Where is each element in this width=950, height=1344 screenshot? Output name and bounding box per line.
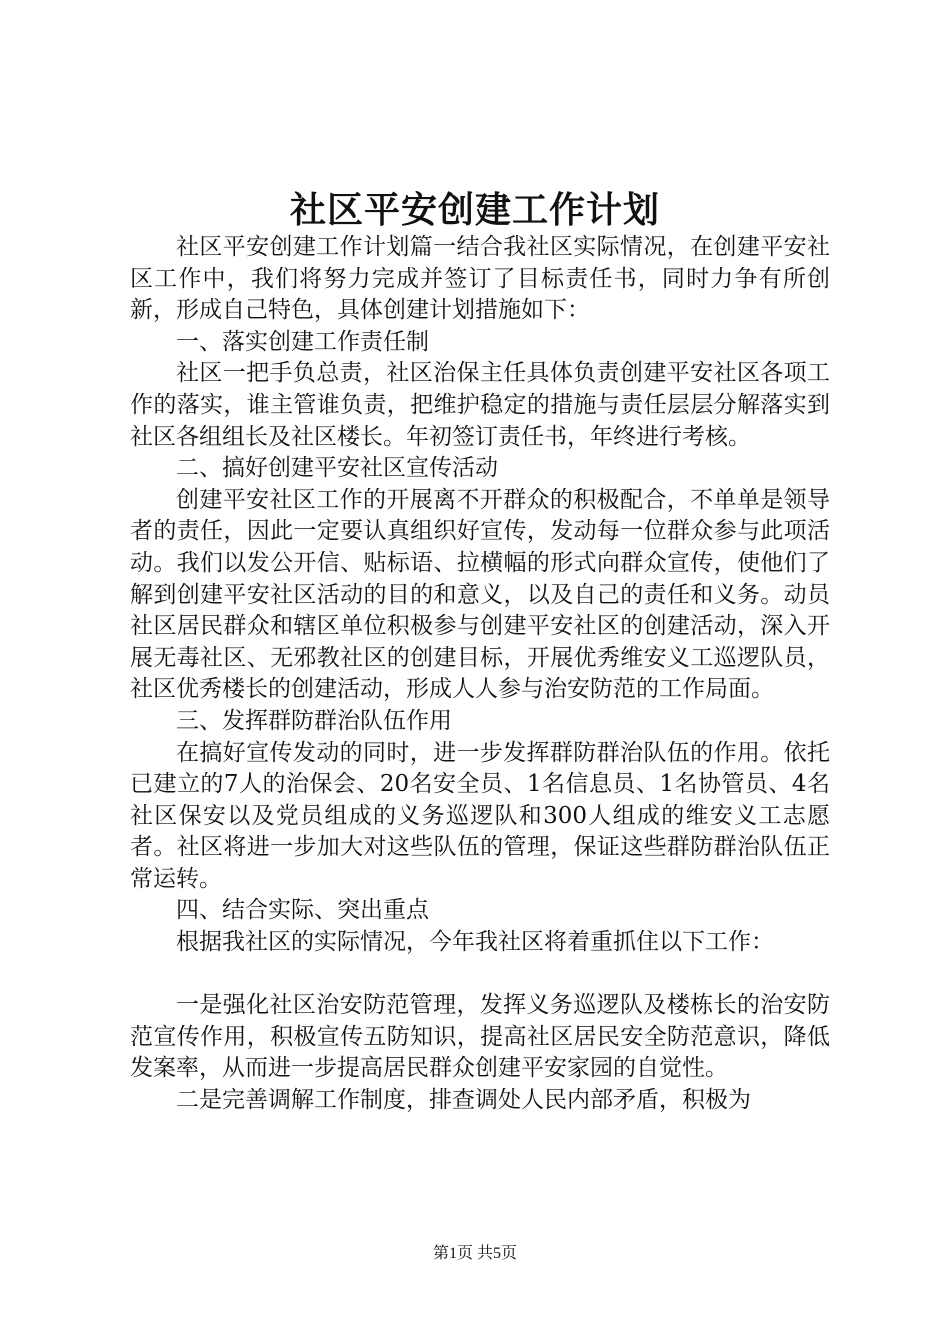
work-item-1: 一是强化社区治安防范管理，发挥义务巡逻队及楼栋长的治安防范宣传作用，积极宣传五防知识，提高社区居民安全防范意识，降低发案率，从而进一步提高居民群众创建平安家园的自觉性。 <box>130 992 830 1082</box>
section-2-paragraph: 创建平安社区工作的开展离不开群众的积极配合，不单单是领导者的责任，因此一定要认真组织好宣传，发动每一位群众参与此项活动。我们以发公开信、贴标语、拉横幅的形式向群众宣传，使他们了解到创建平安社区活动的目的和意义，以及自己的责任和义务。动员社区居民群众和辖区单位积极参与创建平安社区的创建活动，深入开展无毒社区、无邪教社区的创建目标，开展优秀维安义工巡逻队员，社区优秀楼长的创建活动，形成人人参与治安防范的工作局面。 <box>130 486 830 703</box>
section-heading-4: 四、结合实际、突出重点 <box>176 897 429 924</box>
work-item-2: 二是完善调解工作制度，排查调处人民内部矛盾，积极为 <box>176 1087 751 1114</box>
page-footer: 第1页 共5页 <box>432 1245 517 1262</box>
section-heading-3: 三、发挥群防群治队伍作用 <box>176 707 452 734</box>
section-heading-2: 二、搞好创建平安社区宣传活动 <box>176 455 498 482</box>
section-1-paragraph: 社区一把手负总责，社区治保主任具体负责创建平安社区各项工作的落实，谁主管谁负责，把维护稳定的措施与责任层层分解落实到社区各组组长及社区楼长。年初签订责任书，年终进行考核。 <box>130 360 830 450</box>
section-heading-1: 一、落实创建工作责任制 <box>176 328 429 355</box>
document-body <box>130 232 830 1117</box>
document-title: 社区平安创建工作计划 <box>289 189 660 231</box>
intro-paragraph: 社区平安创建工作计划篇一结合我社区实际情况，在创建平安社区工作中，我们将努力完成并签订了目标责任书，同时力争有所创新，形成自己特色，具体创建计划措施如下： <box>130 234 830 324</box>
section-3-paragraph: 在搞好宣传发动的同时，进一步发挥群防群治队伍的作用。依托已建立的7人的治保会、20名安全员、1名信息员、1名协管员、4名社区保安以及党员组成的义务巡逻队和300人组成的维安义工志愿者。社区将进一步加大对这些队伍的管理，保证这些群防群治队伍正常运转。 <box>130 739 830 892</box>
blank-line <box>130 959 830 991</box>
section-4-intro: 根据我社区的实际情况，今年我社区将着重抓住以下工作： <box>176 929 774 956</box>
